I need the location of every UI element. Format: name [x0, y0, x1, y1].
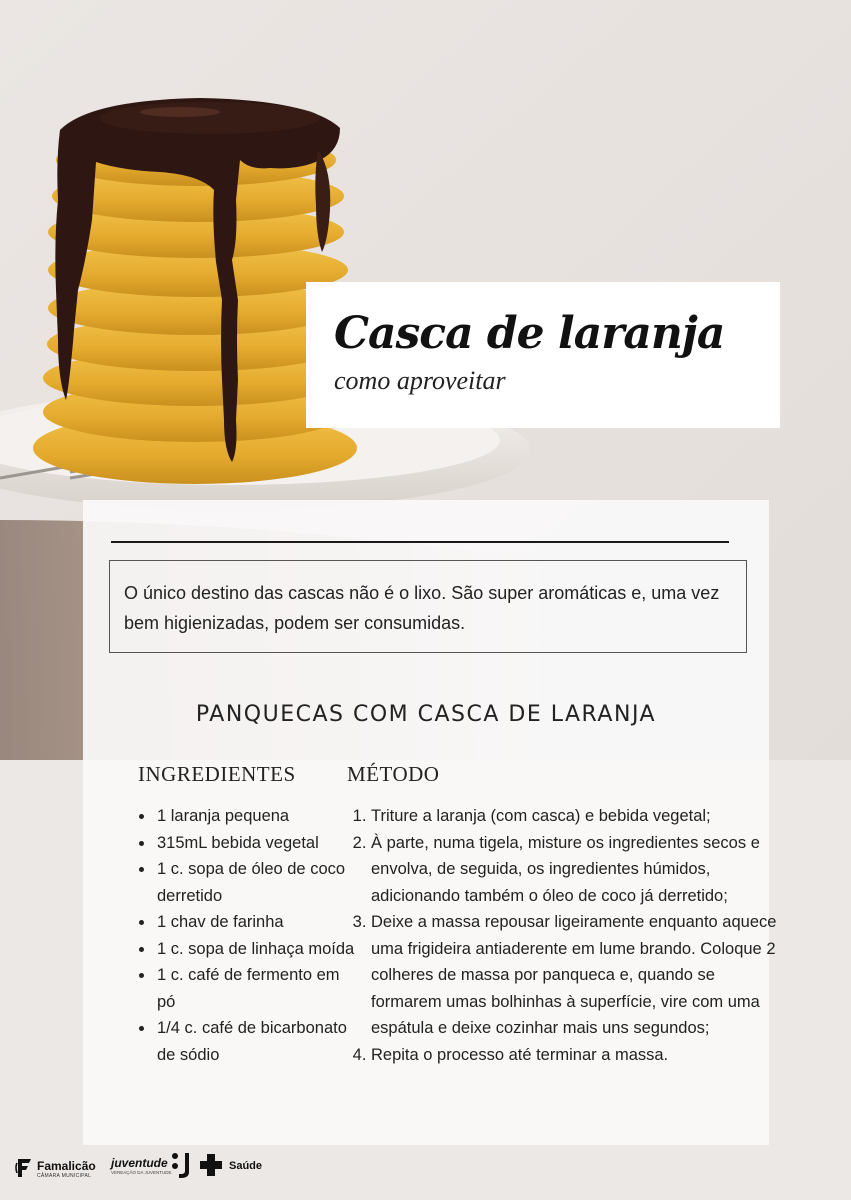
famalicao-sub: CÂMARA MUNICIPAL: [37, 1173, 92, 1179]
ingredient-item: • 1 laranja pequena: [155, 803, 355, 830]
method-step: 2. À parte, numa tigela, misture os ingredientes secos e envolva, de seguida, os ingredientes húmidos, adicionando também o óleo de coco já derretido;: [371, 830, 781, 910]
method-step: 1. Triture a laranja (com casca) e bebida vegetal;: [371, 803, 781, 830]
famalicao-logo-icon: [15, 1157, 33, 1179]
intro-text: O único destino das cascas não é o lixo. São super aromáticas e, uma vez bem higienizadas, podem ser consumidas.: [124, 583, 720, 633]
recipe-title: PANQUECAS COM CASCA DE LARANJA: [195, 702, 657, 727]
method-step: 3. Deixe a massa repousar ligeiramente enquanto aquece uma frigideira antiaderente em lume brando. Coloque 2 colheres de massa por panqueca e, quando se formarem umas bolhinhas à superfície, vire com uma espátula e deixe cozinhar mais uns segundos;: [371, 909, 781, 1042]
ingredients-heading: INGREDIENTES: [138, 762, 296, 786]
ingredient-item: • 1 c. sopa de óleo de coco derretido: [155, 856, 355, 909]
footer-logos: [15, 1152, 315, 1188]
famalicao-name: Famalicão: [37, 1159, 96, 1173]
juventude-name: juventude: [111, 1156, 168, 1170]
ingredient-item: • 1 c. sopa de linhaça moída: [155, 936, 355, 963]
intro-box: [109, 560, 747, 653]
title-card: [306, 282, 780, 428]
page-subtitle: como aproveitar: [334, 366, 506, 395]
method-step: 4. Repita o processo até terminar a massa.: [371, 1042, 781, 1069]
juventude-sub: VEREAÇÃO DA JUVENTUDE: [111, 1170, 172, 1175]
divider: [111, 541, 729, 543]
plus-icon: [198, 1152, 224, 1178]
page-title: Casca de laranja: [334, 308, 725, 359]
content-card: [83, 500, 777, 1145]
ingredient-item: • 315mL bebida vegetal: [155, 830, 355, 857]
ingredient-item: • 1/4 c. café de bicarbonato de sódio: [155, 1015, 355, 1068]
juventude-logo: [111, 1156, 172, 1175]
j-logo-icon: [171, 1150, 193, 1180]
method-list: [353, 803, 781, 1068]
ingredients-list: [127, 803, 355, 1068]
saude-label: Saúde: [229, 1160, 263, 1172]
method-heading: MÉTODO: [347, 762, 440, 786]
ingredient-item: • 1 c. café de fermento em pó: [155, 962, 355, 1015]
ingredient-item: • 1 chav de farinha: [155, 909, 355, 936]
